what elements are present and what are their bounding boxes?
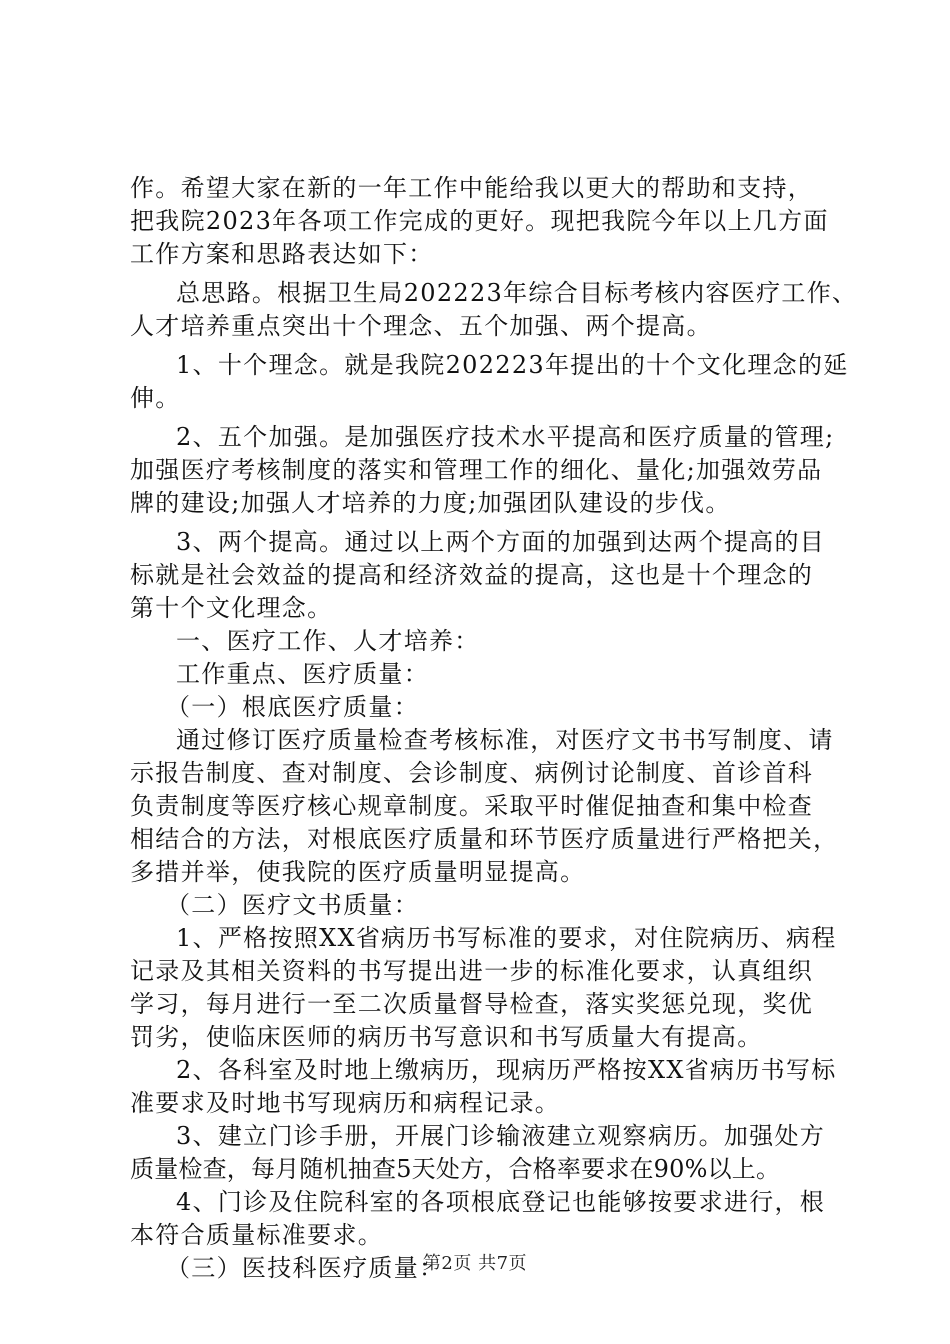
paragraph-line: 2、各科室及时地上缴病历，现病历严格按XX省病历书写标 xyxy=(176,1056,837,1084)
paragraph-line: 学习，每月进行一至二次质量督导检查，落实奖惩兑现，奖优 xyxy=(130,990,814,1018)
section-heading: 一、医疗工作、人才培养： xyxy=(176,627,480,655)
paragraph-line: 作。希望大家在新的一年工作中能给我以更大的帮助和支持， xyxy=(130,174,814,202)
paragraph-line: 把我院2023年各项工作完成的更好。现把我院今年以上几方面 xyxy=(130,207,829,235)
paragraph-line: 1、十个理念。就是我院202223年提出的十个文化理念的延 xyxy=(176,351,849,379)
paragraph-line: 相结合的方法，对根底医疗质量和环节医疗质量进行严格把关， xyxy=(130,825,839,853)
paragraph-line: 负责制度等医疗核心规章制度。采取平时催促抽查和集中检查 xyxy=(130,792,814,820)
paragraph-line: 示报告制度、查对制度、会诊制度、病例讨论制度、首诊首科 xyxy=(130,759,814,787)
paragraph-line: 工作方案和思路表达如下： xyxy=(130,240,434,268)
paragraph-line: 1、严格按照XX省病历书写标准的要求，对住院病历、病程 xyxy=(176,924,837,952)
page-number-footer: 第2页 共7页 xyxy=(422,1253,528,1274)
paragraph-line: 质量检查，每月随机抽查5天处方，合格率要求在90%以上。 xyxy=(130,1155,781,1183)
paragraph-line: 罚劣，使临床医师的病历书写意识和书写质量大有提高。 xyxy=(130,1023,763,1051)
paragraph-line: 2、五个加强。是加强医疗技术水平提高和医疗质量的管理; xyxy=(176,423,835,451)
paragraph-line: 标就是社会效益的提高和经济效益的提高，这也是十个理念的 xyxy=(130,561,814,589)
paragraph-line: 3、两个提高。通过以上两个方面的加强到达两个提高的目 xyxy=(176,528,826,556)
paragraph-line: 4、门诊及住院科室的各项根底登记也能够按要求进行，根 xyxy=(176,1188,826,1216)
paragraph-line: 伸。 xyxy=(130,384,181,412)
paragraph-line: 牌的建设;加强人才培养的力度;加强团队建设的步伐。 xyxy=(130,489,731,517)
document-body xyxy=(130,172,858,1285)
paragraph-line: 总思路。根据卫生局202223年综合目标考核内容医疗工作、 xyxy=(176,279,858,307)
paragraph-line: 记录及其相关资料的书写提出进一步的标准化要求，认真组织 xyxy=(130,957,814,985)
paragraph-line: 准要求及时地书写现病历和病程记录。 xyxy=(130,1089,561,1117)
paragraph-line: 本符合质量标准要求。 xyxy=(130,1221,383,1249)
paragraph-line: 通过修订医疗质量检查考核标准，对医疗文书书写制度、请 xyxy=(176,726,834,754)
paragraph-line: 3、建立门诊手册，开展门诊输液建立观察病历。加强处方 xyxy=(176,1122,826,1150)
paragraph-line: 人才培养重点突出十个理念、五个加强、两个提高。 xyxy=(130,312,712,340)
paragraph-line: 第十个文化理念。 xyxy=(130,594,333,622)
paragraph-line: 多措并举，使我院的医疗质量明显提高。 xyxy=(130,858,586,886)
paragraph-line: 加强医疗考核制度的落实和管理工作的细化、量化;加强效劳品 xyxy=(130,456,823,484)
section-heading: （一）根底医疗质量： xyxy=(166,693,419,721)
section-heading: （三）医技科医疗质量： xyxy=(166,1254,445,1282)
section-heading: （二）医疗文书质量： xyxy=(166,891,419,919)
section-heading: 工作重点、医疗质量： xyxy=(176,660,429,688)
